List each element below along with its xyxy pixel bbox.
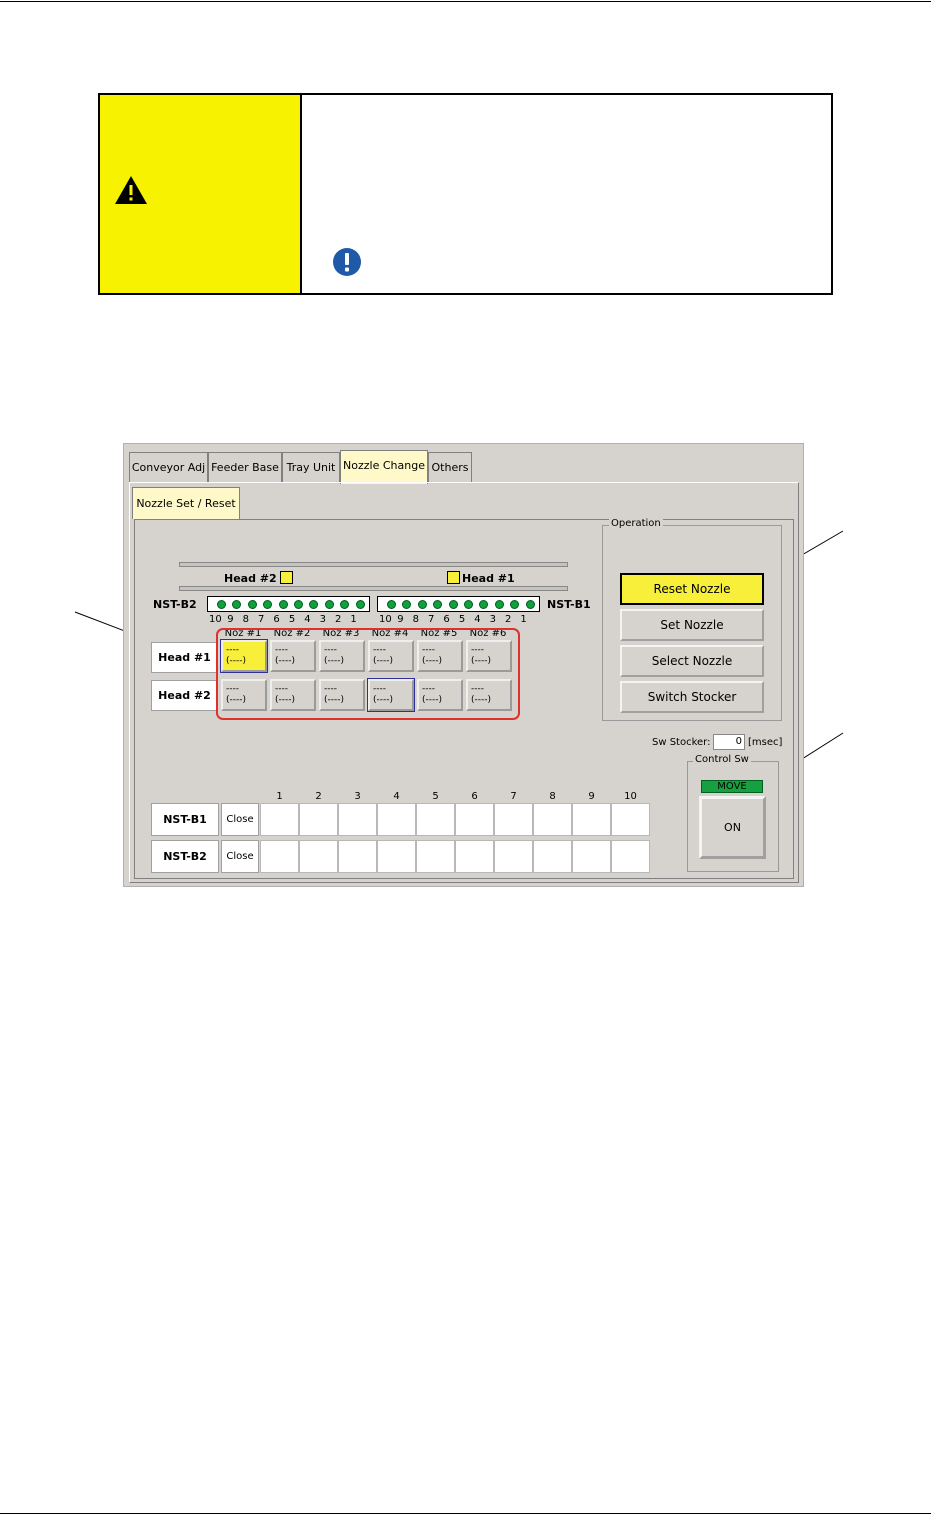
stocker-slot-dot [402,600,411,609]
control-sw-group [687,754,779,872]
nst-b1-label: NST-B1 [547,598,591,611]
nst-b2-indicator [207,596,370,612]
slot-number: 3 [319,614,326,625]
set-nozzle-button[interactable]: Set Nozzle [620,609,764,641]
sw-stocker-input[interactable]: 0 [713,734,745,750]
nozzle-button[interactable]: ---- (----) [270,679,316,711]
tab-tray-unit[interactable]: Tray Unit [282,452,340,482]
nozzle-button[interactable]: ---- (----) [368,679,414,711]
nozzle-highlight-outline [216,628,520,720]
stocker-slot-dot [387,600,396,609]
slot-number: 1 [520,614,527,625]
stocker-slot-dot [232,600,241,609]
head1-label: Head #1 [462,572,515,585]
switch-stocker-button[interactable]: Switch Stocker [620,681,764,713]
stocker-slot-cell[interactable] [611,840,650,873]
stocker-slot-dot [418,600,427,609]
stocker-slot-dot [248,600,257,609]
nst-b2-label: NST-B2 [153,598,197,611]
stocker-slot-cell[interactable] [260,840,299,873]
nozzle-button[interactable]: ---- (----) [221,679,267,711]
stocker-slot-cell[interactable] [260,803,299,836]
stocker-slot-cell[interactable] [455,840,494,873]
stocker-slot-dot [309,600,318,609]
tab-conveyor-adj[interactable]: Conveyor Adj [129,452,208,482]
column-number: 4 [393,791,400,802]
stocker-slot-dot [433,600,442,609]
sw-stocker-unit: [msec] [748,737,783,748]
nozzle-button[interactable]: ---- (----) [221,640,267,672]
head1-marker [447,571,460,584]
stocker-slot-dot [449,600,458,609]
stocker-slot-cell[interactable] [299,840,338,873]
tab-others[interactable]: Others [428,452,472,482]
stocker-slot-cell[interactable] [377,840,416,873]
stocker-slot-dot [217,600,226,609]
stocker-slot-cell[interactable] [572,840,611,873]
control-on-button[interactable]: ON [699,796,766,859]
slot-number: 5 [458,614,466,625]
head1-row-button[interactable]: Head #1 [151,642,218,673]
head2-marker [280,571,293,584]
stocker-slot-dot [263,600,272,609]
nst-b1-close-button[interactable]: Close [221,803,259,836]
nst-b1-indicator [377,596,540,612]
column-number: 3 [354,791,361,802]
stocker-slot-cell[interactable] [416,803,455,836]
stocker-slot-cell[interactable] [533,840,572,873]
column-number: 9 [588,791,595,802]
slot-number: 10 [209,614,222,625]
nozzle-button[interactable]: ---- (----) [417,679,463,711]
slot-number: 7 [428,614,435,625]
nozzle-button[interactable]: ---- (----) [368,640,414,672]
column-number: 6 [471,791,478,802]
operation-caption: Operation [611,518,661,529]
nozzle-change-window [123,443,804,887]
stocker-slot-dot [526,600,535,609]
slot-number: 4 [474,614,481,625]
stocker-slot-cell[interactable] [572,803,611,836]
slot-number: 9 [227,614,234,625]
subtab-nozzle-set-reset[interactable]: Nozzle Set / Reset [132,487,240,519]
tab-nozzle-change[interactable]: Nozzle Change [340,450,428,484]
stocker-slot-cell[interactable] [494,840,533,873]
stocker-slot-dot [510,600,519,609]
stocker-slot-cell[interactable] [338,803,377,836]
stocker-slot-cell[interactable] [533,803,572,836]
nozzle-header-1: Noz #1 [224,628,262,639]
stocker-slot-cell[interactable] [416,840,455,873]
slot-number: 10 [379,614,392,625]
tab-feeder-base[interactable]: Feeder Base [208,452,282,482]
stocker-slot-dot [340,600,349,609]
nozzle-header-4: Noz #4 [371,628,409,639]
column-number: 5 [432,791,439,802]
nozzle-button[interactable]: ---- (----) [319,640,365,672]
slot-number: 6 [273,614,280,625]
slot-number: 2 [335,614,342,625]
control-sw-caption: Control Sw [695,754,749,765]
stocker-slot-dot [325,600,334,609]
column-number: 2 [315,791,322,802]
stocker-slot-cell[interactable] [611,803,650,836]
head-rail-top [179,562,568,567]
column-number: 10 [624,791,637,802]
nst-b1-row-label: NST-B1 [151,803,219,836]
select-nozzle-button[interactable]: Select Nozzle [620,645,764,677]
slot-number: 3 [489,614,496,625]
nozzle-header-2: Noz #2 [273,628,311,639]
stocker-slot-cell[interactable] [494,803,533,836]
stocker-slot-dot [479,600,488,609]
reset-nozzle-button[interactable]: Reset Nozzle [620,573,764,605]
column-number: 1 [276,791,283,802]
sw-stocker-label: Sw Stocker: [652,737,711,748]
slot-number: 8 [412,614,419,625]
slot-number: 6 [443,614,450,625]
slot-number: 2 [505,614,512,625]
head2-row-button[interactable]: Head #2 [151,680,218,711]
nozzle-header-5: Noz #5 [420,628,458,639]
nst-b2-close-button[interactable]: Close [221,840,259,873]
stocker-slot-cell[interactable] [299,803,338,836]
nozzle-button[interactable]: ---- (----) [270,640,316,672]
stocker-slot-dot [495,600,504,609]
slot-number: 9 [397,614,404,625]
nozzle-button[interactable]: ---- (----) [417,640,463,672]
nozzle-header-3: Noz #3 [322,628,360,639]
slot-number: 4 [304,614,311,625]
stocker-slot-dot [294,600,303,609]
slot-number: 8 [242,614,249,625]
slot-number: 7 [258,614,265,625]
stocker-slot-dot [279,600,288,609]
head2-label: Head #2 [224,572,277,585]
nozzle-button[interactable]: ---- (----) [466,679,512,711]
nozzle-header-6: Noz #6 [469,628,507,639]
column-number: 7 [510,791,517,802]
column-number: 8 [549,791,556,802]
move-status-indicator: MOVE [701,780,763,793]
slot-number: 1 [350,614,357,625]
stocker-slot-cell[interactable] [377,803,416,836]
head-rail-bottom [179,586,568,591]
stocker-slot-dot [356,600,365,609]
nozzle-button[interactable]: ---- (----) [466,640,512,672]
stocker-slot-dot [464,600,473,609]
stocker-slot-cell[interactable] [338,840,377,873]
nozzle-button[interactable]: ---- (----) [319,679,365,711]
slot-number: 5 [288,614,296,625]
stocker-slot-cell[interactable] [455,803,494,836]
nst-b2-row-label: NST-B2 [151,840,219,873]
